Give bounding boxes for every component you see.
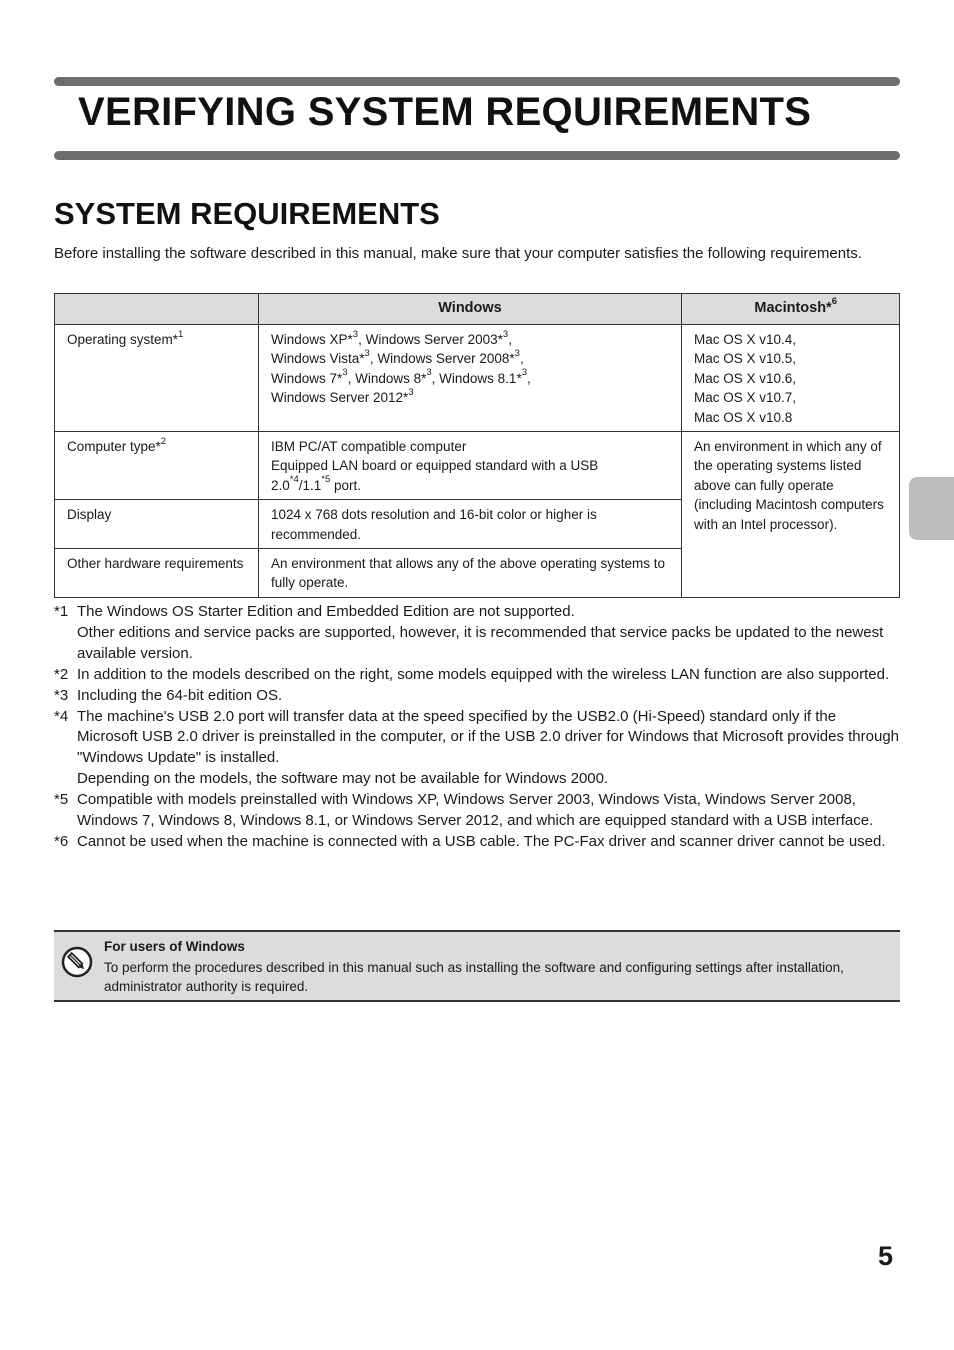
mac-os-line: Mac OS X v10.5, <box>694 351 797 367</box>
cell-os-windows <box>259 325 682 432</box>
mac-os-line: Mac OS X v10.4, <box>694 332 797 347</box>
header-windows: Windows <box>259 294 682 325</box>
footnote-2 <box>54 665 900 686</box>
footnote-mark: *2 <box>54 665 69 683</box>
os-text: Windows XP* <box>271 332 353 347</box>
os-windows-line <box>271 330 669 349</box>
footnote-ref: *5 <box>321 474 331 486</box>
footnote-mark: *1 <box>54 603 69 620</box>
cell-hardware-mac: An environment in which any of the operating systems listed above can fully operate (including Macintosh computers with an Intel processor). <box>682 432 900 598</box>
cell-display-windows: 1024 x 768 dots resolution and 16-bit color or higher is recommended. <box>259 500 682 549</box>
requirements-table <box>54 293 900 598</box>
footnote-text: Other editions and service packs are supported, however, it is recommended that service packs be updated to the newest available version. <box>77 623 884 662</box>
footnote-ref: 6 <box>831 296 837 308</box>
footnote-ref: 3 <box>521 367 527 379</box>
cell-other-windows: An environment that allows any of the above operating systems to fully operate. <box>259 549 682 598</box>
footnote-ref: 3 <box>352 328 359 340</box>
footnote-5 <box>54 790 900 832</box>
section-tab <box>909 477 954 540</box>
footnote-mark: *3 <box>54 686 69 704</box>
footnote-text: Depending on the models, the software may not be available for Windows 2000. <box>77 770 609 788</box>
computer-line: IBM PC/AT compatible computer <box>271 439 467 455</box>
computer-line: Equipped LAN board or equipped standard with a USB <box>271 458 599 474</box>
os-windows-line <box>271 388 669 407</box>
os-text: Windows Server 2012* <box>271 390 409 406</box>
footnote-mark: *6 <box>54 832 69 850</box>
os-text: , Windows 8.1* <box>431 370 522 386</box>
os-text: Windows 7* <box>271 370 343 386</box>
page-title: VERIFYING SYSTEM REQUIREMENTS <box>78 90 812 134</box>
table-row-os <box>55 325 900 432</box>
table-header-row <box>55 294 900 325</box>
os-text: , <box>508 332 512 347</box>
os-text: , Windows Server 2008* <box>369 351 515 367</box>
row-label-os <box>55 325 259 432</box>
note-text: To perform the procedures described in this manual such as installing the software and configuring settings after installation, administrator authority is required. <box>104 960 844 994</box>
row-label-other: Other hardware requirements <box>55 549 259 598</box>
intro-paragraph: Before installing the software described in this manual, make sure that your computer satisfies the following requirements. <box>54 245 862 262</box>
section-title: SYSTEM REQUIREMENTS <box>54 196 440 231</box>
footnote-mark: *4 <box>54 707 69 725</box>
os-text: , <box>527 370 531 386</box>
os-text: , <box>519 351 524 367</box>
row-label-display: Display <box>55 500 259 549</box>
footnote-mark: *5 <box>54 791 69 809</box>
mac-os-line: Mac OS X v10.8 <box>694 409 793 425</box>
footnote-ref: 3 <box>514 347 520 359</box>
page-number: 5 <box>878 1241 894 1271</box>
title-rule-bottom <box>54 151 900 160</box>
note-pencil-icon <box>61 946 93 978</box>
header-mac-text: Macintosh* <box>754 300 832 317</box>
footnote-text: Compatible with models preinstalled with Windows XP, Windows Server 2003, Windows Vista, Windows Server 2008, Windows 7, Windows 8, Windows 8.1, or Windows Server 2012, and which are equipped standard with a USB interface. <box>77 791 874 830</box>
footnote-1 <box>54 602 900 665</box>
cell-os-mac <box>682 325 900 432</box>
footnotes <box>54 602 900 853</box>
footnote-3 <box>54 686 900 707</box>
label-text: Computer type* <box>67 439 161 455</box>
cell-computer-windows <box>259 432 682 500</box>
header-macintosh <box>682 294 900 325</box>
mac-os-line: Mac OS X v10.7, <box>694 390 797 406</box>
computer-text: /1.1 <box>298 477 322 493</box>
os-text: , Windows 8* <box>347 370 427 386</box>
header-empty <box>55 294 259 325</box>
note-title: For users of Windows <box>104 939 245 954</box>
footnote-ref: 3 <box>426 367 432 379</box>
footnote-text: Including the 64-bit edition OS. <box>77 686 283 704</box>
footnote-ref: 2 <box>160 435 167 447</box>
footnote-text: The machine's USB 2.0 port will transfer data at the speed specified by the USB2.0 (Hi-Speed) standard only if the Microsoft USB 2.0 driver is preinstalled in the computer, or if the USB 2.0 driver for Windows that Microsoft provides through "Windows Update" is installed. <box>77 707 900 767</box>
title-rule-top <box>54 77 900 86</box>
computer-text: 2.0 <box>271 477 290 493</box>
label-text: Operating system* <box>67 332 179 347</box>
footnote-ref: 1 <box>178 328 184 340</box>
os-windows-line <box>271 349 669 368</box>
footnote-ref: 3 <box>364 347 370 359</box>
row-label-computer <box>55 432 259 500</box>
footnote-ref: 3 <box>408 386 414 398</box>
footnote-ref: *4 <box>289 474 299 486</box>
footnote-text: Cannot be used when the machine is connected with a USB cable. The PC-Fax driver and scanner driver cannot be used. <box>77 832 886 850</box>
windows-users-note <box>54 930 900 1002</box>
footnote-6 <box>54 832 900 853</box>
footnote-ref: 3 <box>502 328 509 340</box>
mac-os-line: Mac OS X v10.6, <box>694 370 797 386</box>
computer-line <box>271 476 669 495</box>
table-row-computer <box>55 432 900 500</box>
os-text: Windows Vista* <box>271 351 365 367</box>
computer-text: port. <box>330 477 362 493</box>
footnote-ref: 3 <box>342 367 348 379</box>
os-windows-line <box>271 369 669 388</box>
footnote-4 <box>54 707 900 791</box>
os-text: , Windows Server 2003* <box>358 332 503 347</box>
footnote-text: In addition to the models described on the right, some models equipped with the wireless LAN function are also supported. <box>77 665 890 683</box>
footnote-text: The Windows OS Starter Edition and Embedded Edition are not supported. <box>77 603 575 620</box>
